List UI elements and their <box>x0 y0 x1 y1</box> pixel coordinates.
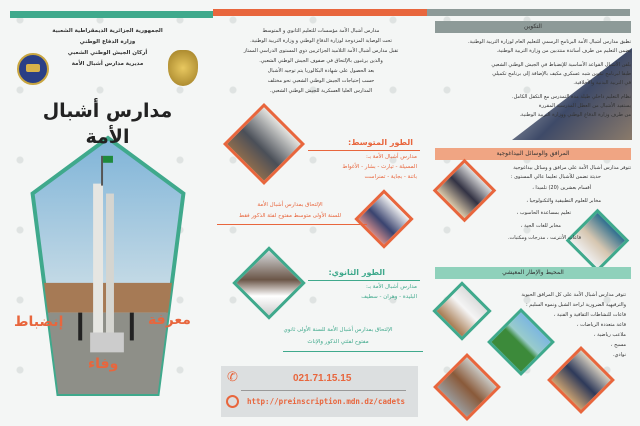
training-line: من طرف وزارة الدفاع الوطني ووزارة التربية الوطنية. <box>519 112 631 118</box>
registration-link[interactable]: http://preinscription.mdn.dz/cadets <box>247 397 406 406</box>
page-title: مدارس أشبال الأمة <box>42 100 173 148</box>
gym-photo <box>433 353 501 421</box>
intro-line: تقبل مدارس أشبال الأمة التلاميذ الجزائريين ذوي المستوى الدراسي الممتاز <box>243 48 399 54</box>
schools-list: المسيلة - تيارت - بشار - الأغواط <box>342 164 417 170</box>
army-emblem-icon <box>168 50 198 86</box>
training-line: نظام التعليم داخلي طيلة مدة التمدرس مع التكفل الكامل. <box>512 94 631 100</box>
secondary-join-note <box>253 324 423 348</box>
left-panel <box>0 0 213 426</box>
living-line: ملاعب رياضية ، <box>593 332 626 338</box>
living-line: والترفيهية الضرورية لراحة الشبل ونموه السليم : <box>526 302 626 308</box>
intro-line: مدارس أشبال الأمة مؤسسات للتعليم الثانوي و المتوسط <box>262 28 380 34</box>
web-icon <box>226 395 239 408</box>
header-line: مديرية مدارس أشبال الأمة <box>71 61 144 67</box>
join-line: الإلتحاق بمدارس أشبال الأمة للسنة الأولى ثانوي <box>283 327 393 333</box>
institution-header <box>50 26 165 70</box>
intro-line: حسب إحتياجات الجيش الوطني الشعبي نحو مختلف <box>267 78 375 84</box>
intro-line: بعد الحصول على شهادة البكالوريا يتم توجيه الأشبال <box>267 68 375 74</box>
secondary-title: الطور الثانوي: <box>328 268 385 277</box>
living-line: قاعات للنشاطات الثقافية و الفنية ، <box>553 312 626 318</box>
facilities-line: تتوفر مدارس أشبال الأمة على مرافق و وسائل بيداغوجية <box>513 165 631 171</box>
facilities-line: أقسام بعشرين (20) تلميذا ، <box>532 185 591 191</box>
intro-paragraph <box>221 26 421 96</box>
intro-line: المدارس العليا العسكرية للجيش الوطني الشعبي. <box>269 88 373 94</box>
secondary-schools <box>297 282 417 302</box>
header-line: أركان الجيش الوطني الشعبي <box>67 50 148 56</box>
join-line: مفتوح لفئتي الذكور والإناث <box>307 339 369 345</box>
training-line: يلقن الأشبال القواعد الأساسية للإنضباط في الجيش الوطني الشعبي <box>491 62 631 68</box>
classroom-photo <box>223 103 305 185</box>
training-line: في التربية البدنية والأخلاقية. <box>573 80 631 86</box>
living-header: المحيط والإطار المعيشي <box>435 267 631 279</box>
schools-label: مدارس أشبال الأمة بـ: <box>366 284 417 290</box>
facilities-text <box>431 164 631 245</box>
intro-line: والذين يرغبون بالإلتحاق في صفوف الجيش الوطني الشعبي. <box>259 58 383 64</box>
facilities-line: قاعات الأنترنت ، مدرجات ومكتبات. <box>507 235 581 241</box>
cadets-logo-icon <box>17 53 49 85</box>
training-line: طبقا لبرنامج تكوين شبه عسكري مكيف بالإضافة إلى برنامج تكميلي <box>492 71 631 77</box>
schools-list: باتنة - بجاية - تمنراست <box>364 174 417 180</box>
join-line: للسنة الأولى متوسط مفتوح لفئة الذكور فقط <box>238 213 342 219</box>
living-line: مسبح ، <box>610 342 626 348</box>
orange-top-bar <box>213 9 427 16</box>
value-loyalty: وفاء <box>88 356 119 372</box>
value-discipline: إنضباط <box>14 314 64 330</box>
microscope-photo <box>232 246 306 320</box>
phone-icon: ✆ <box>227 370 238 385</box>
contact-box <box>221 366 418 417</box>
header-line: الجمهورية الجزائرية الديمقراطية الشعبية <box>52 28 163 34</box>
training-line: يستفيد الأشبال من العطل المدرسية المقررة <box>538 103 631 109</box>
middle-schools <box>297 152 417 182</box>
facilities-line: تعليم بمساعدة الحاسوب ، <box>516 210 571 216</box>
grey-top-bar <box>427 9 630 16</box>
middle-title: الطور المتوسط: <box>348 138 413 147</box>
training-line: تطبق مدارس أشبال الأمة البرنامج الرسمي للتعليم العام لوزارة التربية الوطنية. <box>467 39 631 45</box>
training-line: يضمن التعليم من طرف أساتذة منتدبين من وزارة التربية الوطنية. <box>496 48 631 54</box>
value-knowledge: معرفة <box>148 312 191 328</box>
right-panel <box>427 0 640 426</box>
header-line: وزارة الدفاع الوطني <box>79 39 136 45</box>
living-line: نوادي. <box>612 352 626 358</box>
schools-list: البليدة - وهران - سطيف <box>361 294 417 300</box>
living-line: قاعة متعددة الرياضات ، <box>576 322 626 328</box>
intro-line: تحت الوصاية المزدوجة لوزارة الدفاع الوطني و وزارة التربية الوطنية. <box>250 38 392 44</box>
facilities-line: مخابر للعلوم التطبيقية والتكنولوجيا ، <box>526 197 601 204</box>
living-line: تتوفر مدارس أشبال الأمة على كل المرافق الحيوية <box>521 292 626 298</box>
training-text <box>431 38 631 120</box>
teal-top-bar <box>10 11 213 18</box>
middle-panel <box>213 0 427 426</box>
phone-number[interactable]: 021.71.15.15 <box>293 373 352 384</box>
training-header: التكوين <box>435 21 631 33</box>
join-line: الإلتحاق بمدارس أشبال الأمة <box>257 202 323 208</box>
facilities-line: حديثة تضمن للأشبال تعليما عالي المستوى : <box>510 174 601 180</box>
facilities-header: المرافق والوسائل البيداغوجية <box>435 148 631 160</box>
middle-join-note <box>215 200 365 222</box>
schools-label: مدارس أشبال الأمة بـ: <box>366 154 417 160</box>
facilities-line: مخابر للغات الحية ، <box>520 222 561 229</box>
